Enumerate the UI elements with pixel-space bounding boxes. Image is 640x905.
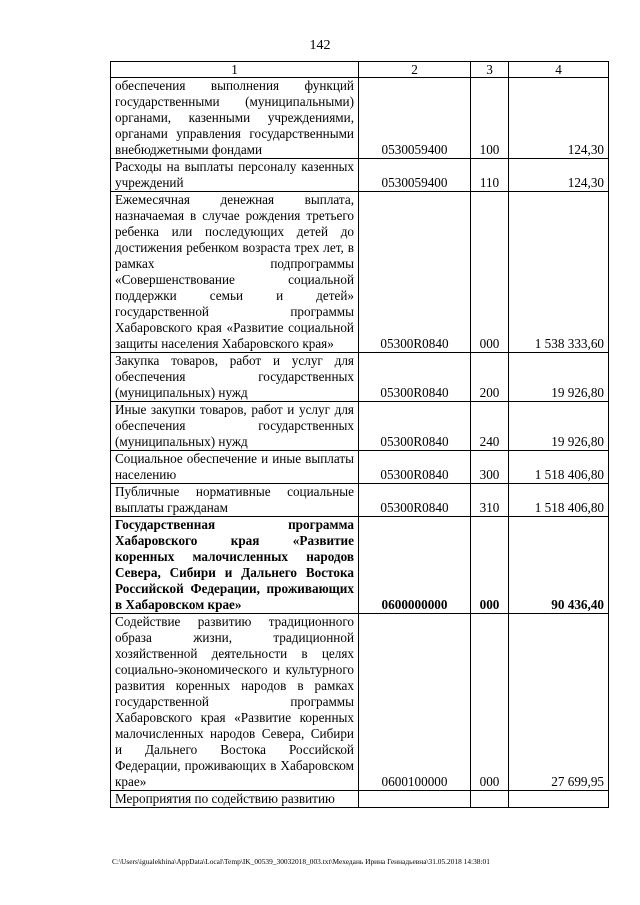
row-expense-type: 240 [471, 402, 509, 451]
row-description: Государственная программа Хабаровского края «Развитие коренных малочисленных народов Севера, Сибири и Дальнего Востока Российской Федерации, проживающих в Хабаровском крае» [111, 517, 359, 614]
row-target-code: 05300R0840 [359, 451, 471, 484]
row-expense-type: 000 [471, 517, 509, 614]
row-amount: 124,30 [509, 78, 609, 159]
row-description: Публичные нормативные социальные выплаты гражданам [111, 484, 359, 517]
table-row [111, 159, 609, 192]
file-path-footer: C:\Users\igualekhina\AppData\Local\Temp\IK_00539_30032018_003.txt\Мехедань Ирина Геннадьевна\31.05.2018 14:38:01 [112, 857, 490, 866]
column-header: 1 [111, 62, 359, 78]
row-expense-type: 000 [471, 614, 509, 791]
row-amount: 1 538 333,60 [509, 192, 609, 353]
page-number: 142 [309, 38, 331, 53]
row-description: Содействие развитию традиционного образа жизни, традиционной хозяйственной деятельности в целях социально-экономического и культурного развития коренных народов в рамках государственной программы Хабаровского края «Развитие коренных малочисленных народов Севера, Сибири и Дальнего Востока Российской Федерации, проживающих в Хабаровском крае» [111, 614, 359, 791]
row-description: Социальное обеспечение и иные выплаты населению [111, 451, 359, 484]
table-row [111, 451, 609, 484]
column-header: 2 [359, 62, 471, 78]
budget-table [110, 61, 609, 808]
row-description: Иные закупки товаров, работ и услуг для обеспечения государственных (муниципальных) нужд [111, 402, 359, 451]
row-amount: 1 518 406,80 [509, 484, 609, 517]
row-expense-type [471, 791, 509, 808]
row-target-code: 05300R0840 [359, 192, 471, 353]
row-description: Мероприятия по содействию развитию [111, 791, 359, 808]
row-expense-type: 000 [471, 192, 509, 353]
row-expense-type: 310 [471, 484, 509, 517]
row-target-code: 0530059400 [359, 159, 471, 192]
table-row [111, 353, 609, 402]
row-expense-type: 110 [471, 159, 509, 192]
row-amount: 27 699,95 [509, 614, 609, 791]
row-target-code: 0600100000 [359, 614, 471, 791]
row-description: обеспечения выполнения функций государственными (муниципальными) органами, казенными учреждениями, органами управления государственными внебюджетными фондами [111, 78, 359, 159]
row-amount: 90 436,40 [509, 517, 609, 614]
row-description: Закупка товаров, работ и услуг для обеспечения государственных (муниципальных) нужд [111, 353, 359, 402]
column-header: 3 [471, 62, 509, 78]
table-row [111, 402, 609, 451]
row-target-code: 0530059400 [359, 78, 471, 159]
table-row [111, 791, 609, 808]
row-amount: 19 926,80 [509, 353, 609, 402]
row-expense-type: 300 [471, 451, 509, 484]
column-header: 4 [509, 62, 609, 78]
row-target-code [359, 791, 471, 808]
row-target-code: 05300R0840 [359, 353, 471, 402]
row-target-code: 05300R0840 [359, 402, 471, 451]
row-amount: 124,30 [509, 159, 609, 192]
table-row [111, 517, 609, 614]
row-expense-type: 100 [471, 78, 509, 159]
table-row [111, 484, 609, 517]
row-description: Расходы на выплаты персоналу казенных учреждений [111, 159, 359, 192]
table-row [111, 78, 609, 159]
row-target-code: 0600000000 [359, 517, 471, 614]
table-header-row [111, 62, 609, 78]
row-amount: 1 518 406,80 [509, 451, 609, 484]
row-amount [509, 791, 609, 808]
row-expense-type: 200 [471, 353, 509, 402]
table-row [111, 192, 609, 353]
table-row [111, 614, 609, 791]
row-target-code: 05300R0840 [359, 484, 471, 517]
row-description: Ежемесячная денежная выплата, назначаемая в случае рождения третьего ребенка или последующих детей до достижения ребенком возраста трех лет, в рамках подпрограммы «Совершенствование социальной поддержки семьи и детей» государственной программы Хабаровского края «Развитие социальной защиты населения Хабаровского края» [111, 192, 359, 353]
row-amount: 19 926,80 [509, 402, 609, 451]
